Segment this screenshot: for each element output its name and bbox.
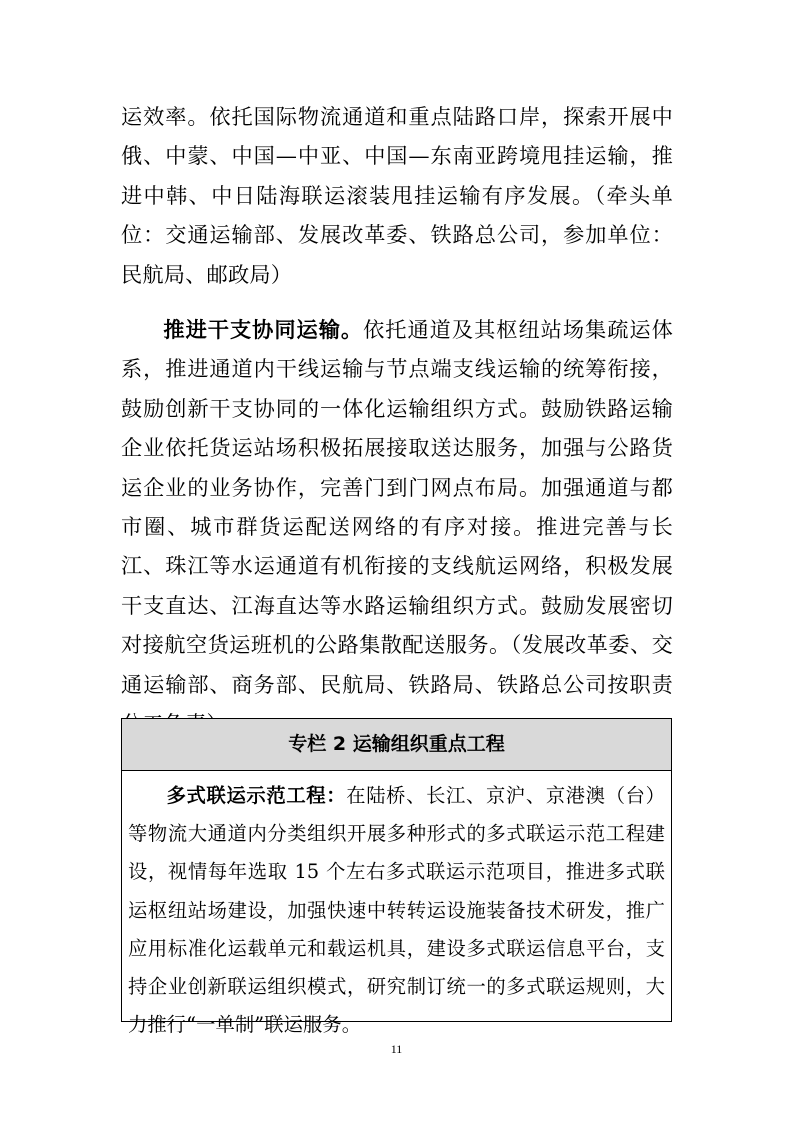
paragraph-trunk-branch-coordination [121, 310, 673, 743]
box-content [122, 771, 671, 1044]
box-title: 专栏 2 运输组织重点工程 [122, 719, 671, 771]
box-text: 在陆桥、长江、京沪、京港澳（台）等物流大通道内分类组织开展多种形式的多式联运示范工程建设，视情每年选取 15 个左右多式联运示范项目，推进多式联运枢纽站场建设，加强快速中转转运设施装备技术研发，推广应用标准化运载单元和载运机具，建设多式联运信息平台，支持企业创新联运组织模式，研究制订统一的多式联运规则，大力推行“一单制”联运服务。 [128, 784, 665, 1037]
paragraph-body: 依托通道及其枢纽站场集疏运体系，推进通道内干线运输与节点端支线运输的统筹衔接，鼓励创新干支协同的一体化运输组织方式。鼓励铁路运输企业依托货运站场积极拓展接取送达服务，加强与公路货运企业的业务协作，完善门到门网点布局。加强通道与都市圈、城市群货运配送网络的有序对接。推进完善与长江、珠江等水运通道有机衔接的支线航运网络，积极发展干支直达、江海直达等水路运输组织方式。鼓励发展密切对接航空货运班机的公路集散配送服务。（发展改革委、交通运输部、商务部、民航局、铁路局、铁路总公司按职责 [121, 317, 673, 697]
special-column-box [121, 718, 672, 1037]
paragraph-heading: 推进干支协同运输。 [163, 317, 364, 342]
paragraph-cross-border-transport: 运效率。依托国际物流通道和重点陆路口岸，探索开展中俄、中蒙、中国—中亚、中国—东南亚跨境甩挂运输，推进中韩、中日陆海联运滚装甩挂运输有序发展。（牵头单位：交通运输部、发展改革委、铁路总公司，参加单位：民航局、邮政局） [121, 104, 673, 287]
box-heading: 多式联运示范工程： [166, 784, 347, 807]
page-number: 11 [390, 1042, 403, 1056]
